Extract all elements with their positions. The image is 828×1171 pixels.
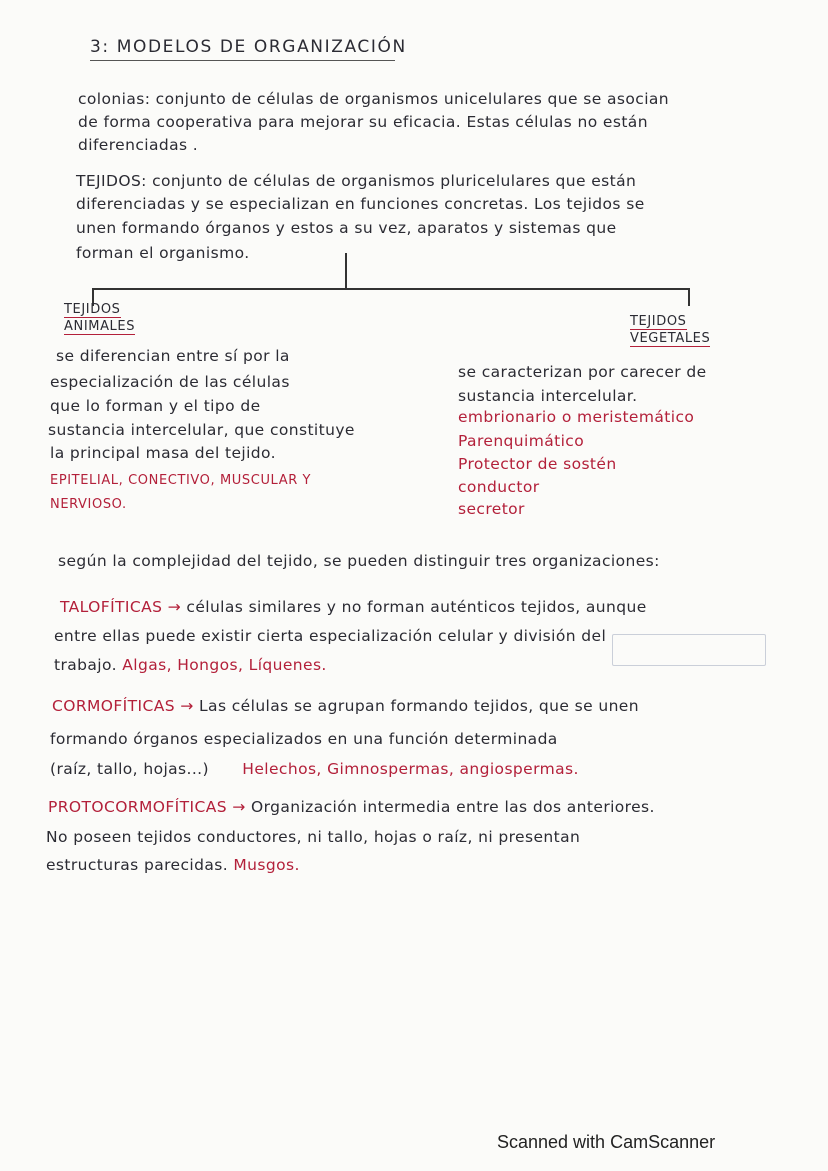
talofiticas-text-1: células similares y no forman auténticos tejidos, aunque — [186, 598, 647, 616]
arrow-icon: → — [167, 598, 182, 616]
vegetales-type-4: conductor — [458, 478, 540, 496]
cormofiticas-text-3: (raíz, tallo, hojas...) — [50, 760, 209, 778]
tejidos-line-3: unen formando órganos y estos a su vez, aparatos y sistemas que — [76, 219, 617, 237]
cormofiticas-line-1 — [52, 697, 639, 715]
protocormofiticas-line-2: No poseen tejidos conductores, ni tallo, hojas o raíz, ni presentan — [46, 828, 581, 846]
protocormofiticas-label: PROTOCORMOFÍTICAS — [48, 798, 227, 816]
talofiticas-line-1 — [60, 598, 647, 616]
cormofiticas-label: CORMOFÍTICAS — [52, 697, 175, 715]
tejidos-line-4: forman el organismo. — [76, 244, 250, 262]
vegetales-type-1: embrionario o meristemático — [458, 408, 695, 426]
talofiticas-label: TALOFÍTICAS — [60, 598, 163, 616]
cormofiticas-line-2: formando órganos especializados en una función determinada — [50, 730, 558, 748]
talofiticas-examples: Algas, Hongos, Líquenes. — [122, 656, 327, 674]
vegetales-heading-2: VEGETALES — [630, 331, 711, 346]
animales-line-3: que lo forman y el tipo de — [50, 397, 261, 415]
vegetales-type-2: Parenquimático — [458, 432, 585, 450]
protocormofiticas-line-1 — [48, 798, 655, 816]
tree-stem — [345, 253, 347, 289]
tejidos-line-1: TEJIDOS: conjunto de células de organismos pluricelulares que están — [76, 172, 637, 190]
vegetales-type-3: Protector de sostén — [458, 455, 617, 473]
arrow-icon: → — [180, 697, 194, 715]
cormofiticas-text-1: Las células se agrupan formando tejidos, que se unen — [199, 697, 639, 715]
vegetales-heading-1: TEJIDOS — [630, 314, 687, 329]
animales-types-2: NERVIOSO. — [50, 497, 127, 512]
protocormofiticas-examples: Musgos. — [233, 856, 300, 874]
tree-crossbar — [92, 288, 690, 290]
cormofiticas-examples: Helechos, Gimnospermas, angiospermas. — [242, 760, 579, 778]
colonias-line-2: de forma cooperativa para mejorar su eficacia. Estas células no están — [78, 113, 648, 131]
tree-right-drop — [688, 288, 690, 306]
animales-line-4: sustancia intercelular, que constituye — [48, 421, 355, 439]
title-underline — [90, 60, 395, 61]
animales-types-1: EPITELIAL, CONECTIVO, MUSCULAR Y — [50, 473, 312, 488]
scanner-watermark: Scanned with CamScanner — [497, 1132, 716, 1152]
protocormofiticas-line-3 — [46, 856, 300, 874]
animales-line-1: se diferencian entre sí por la — [56, 347, 290, 365]
vegetales-line-2: sustancia intercelular. — [458, 387, 638, 405]
talofiticas-line-2: entre ellas puede existir cierta especialización celular y división del — [54, 627, 607, 645]
protocormofiticas-text-1: Organización intermedia entre las dos anteriores. — [251, 798, 655, 816]
bleed-through-mark — [612, 634, 766, 666]
vegetales-type-5: secretor — [458, 500, 525, 518]
animales-heading-1: TEJIDOS — [64, 302, 121, 317]
talofiticas-line-3 — [54, 656, 327, 674]
arrow-icon: → — [232, 798, 246, 816]
animales-line-2: especialización de las células — [50, 373, 290, 391]
colonias-line-1: colonias: conjunto de células de organismos unicelulares que se asocian — [78, 90, 670, 108]
talofiticas-text-3: trabajo. — [54, 656, 117, 674]
animales-line-5: la principal masa del tejido. — [50, 444, 276, 462]
tejidos-line-2: diferenciadas y se especializan en funciones concretas. Los tejidos se — [76, 195, 645, 213]
page-title: 3: MODELOS DE ORGANIZACIÓN — [90, 37, 407, 57]
intro-line: según la complejidad del tejido, se pueden distinguir tres organizaciones: — [58, 552, 660, 570]
colonias-line-3: diferenciadas . — [78, 136, 199, 154]
vegetales-line-1: se caracterizan por carecer de — [458, 363, 707, 381]
protocormofiticas-text-3: estructuras parecidas. — [46, 856, 229, 874]
animales-heading-2: ANIMALES — [64, 319, 136, 334]
cormofiticas-line-3 — [50, 760, 579, 778]
